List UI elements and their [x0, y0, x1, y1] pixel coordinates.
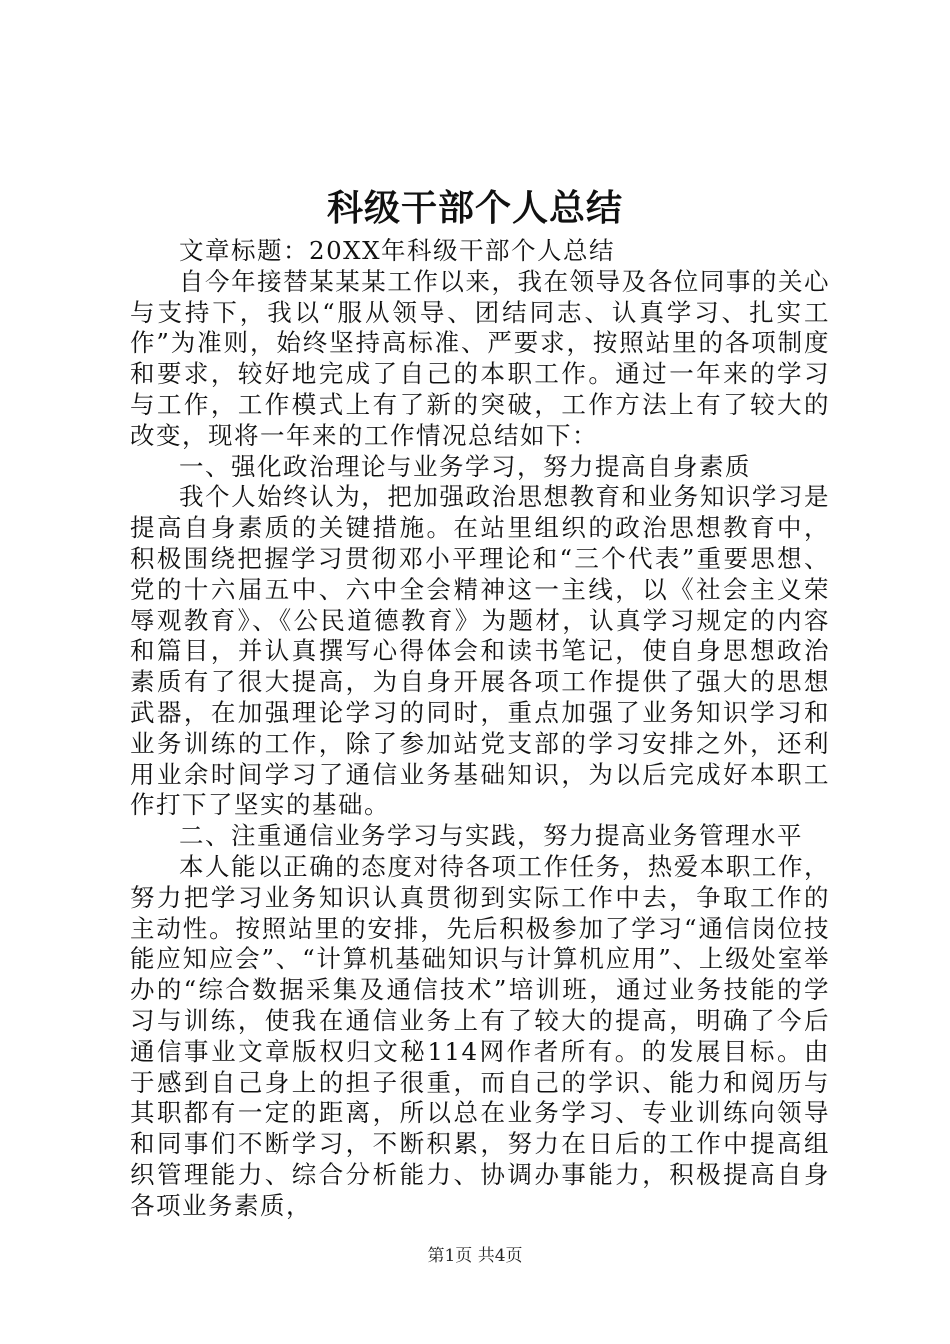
document-body	[130, 236, 830, 1222]
paragraph-section-2: 本人能以正确的态度对待各项工作任务，热爱本职工作，努力把学习业务知识认真贯彻到实际工作中去，争取工作的主动性。按照站里的安排，先后积极参加了学习“通信岗位技能应知应会”、“计算机基础知识与计算机应用”、上级处室举办的“综合数据采集及通信技术”培训班，通过业务技能的学习与训练，使我在通信业务上有了较大的提高，明确了今后通信事业文章版权归文秘114网作者所有。的发展目标。由于感到自己身上的担子很重，而自己的学识、能力和阅历与其职都有一定的距离，所以总在业务学习、专业训练向领导和同事们不断学习，不断积累，努力在日后的工作中提高组织管理能力、综合分析能力、协调办事能力，积极提高自身各项业务素质，	[130, 851, 830, 1220]
section-heading-1: 一、强化政治理论与业务学习，努力提高自身素质	[179, 451, 751, 481]
paragraph-intro: 自今年接替某某某工作以来，我在领导及各位同事的关心与支持下，我以“服从领导、团结同志、认真学习、扎实工作”为准则，始终坚持高标准、严要求，按照站里的各项制度和要求，较好地完成了自己的本职工作。通过一年来的学习与工作，工作模式上有了新的突破，工作方法上有了较大的改变，现将一年来的工作情况总结如下：	[130, 266, 830, 450]
paragraph-section-1: 我个人始终认为，把加强政治思想教育和业务知识学习是提高自身素质的关键措施。在站里组织的政治思想教育中，积极围绕把握学习贯彻邓小平理论和“三个代表”重要思想、党的十六届五中、六中全会精神这一主线，以《社会主义荣辱观教育》、《公民道德教育》为题材，认真学习规定的内容和篇目，并认真撰写心得体会和读书笔记，使自身思想政治素质有了很大提高，为自身开展各项工作提供了强大的思想武器，在加强理论学习的同时，重点加强了业务知识学习和业务训练的工作，除了参加站党支部的学习安排之外，还利用业余时间学习了通信业务基础知识，为以后完成好本职工作打下了坚实的基础。	[130, 482, 830, 820]
section-heading-2: 二、注重通信业务学习与实践，努力提高业务管理水平	[179, 821, 803, 851]
document-title: 科级干部个人总结	[326, 187, 623, 229]
page-footer: 第1页 共4页	[427, 1246, 523, 1266]
paragraph-article-title: 文章标题：20XX年科级干部个人总结	[179, 236, 616, 265]
